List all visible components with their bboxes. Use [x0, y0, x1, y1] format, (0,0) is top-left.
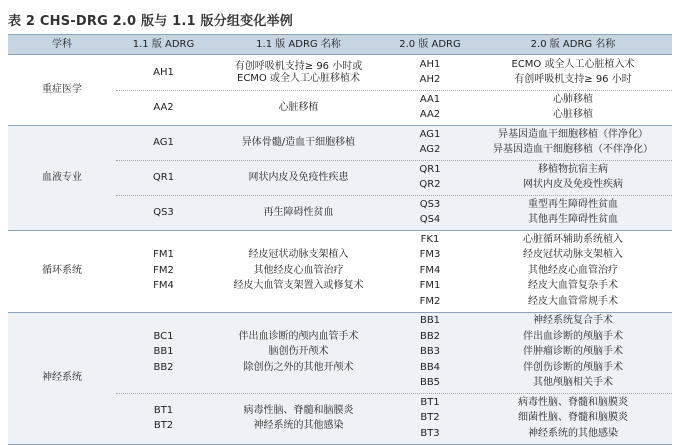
old-adrg-name: 经皮冠状动脉支架植入	[248, 249, 349, 261]
old-adrg-code: BB1	[153, 346, 174, 358]
old-adrg-code: BC1	[153, 330, 174, 342]
old-adrg-name: 心脏移植	[278, 101, 319, 113]
new-adrg-code: BT3	[420, 427, 440, 439]
new-adrg-code: QR1	[419, 163, 441, 175]
new-adrg-code: QS4	[419, 214, 441, 226]
section-label: 神经系统	[42, 371, 82, 383]
new-adrg-name: 神经系统复合手术	[533, 315, 613, 327]
new-adrg-code: QS3	[419, 198, 441, 210]
old-adrg-name: 网状内皮及免疫性疾患	[248, 171, 349, 183]
new-adrg-name: 病毒性脑、脊髓和脑膜炎	[518, 396, 628, 408]
old-adrg-name: 神经系统的其他感染	[253, 420, 344, 431]
new-adrg-code: FM4	[419, 264, 441, 276]
old-adrg-name: 伴出血诊断的颅内血管手术	[238, 330, 359, 342]
new-adrg-code: AH2	[419, 74, 441, 86]
new-adrg-code: BB3	[419, 346, 441, 358]
new-adrg-name: 有创呼吸机支持≥ 96 小时	[514, 74, 632, 86]
header-old-adrg: 1.1 版 ADRG	[132, 39, 195, 50]
new-adrg-code: FM3	[419, 249, 441, 261]
old-adrg-code: QS3	[153, 206, 174, 218]
new-adrg-name: 异基因造血干细胞移植（不伴净化）	[493, 144, 653, 156]
new-adrg-code: AA2	[419, 109, 441, 121]
section-label: 血液专业	[42, 171, 82, 183]
new-adrg-name: 细菌性脑、脊髓和脑膜炎	[518, 412, 628, 424]
new-adrg-code: FM2	[419, 295, 441, 307]
group-divider	[116, 393, 672, 394]
section-divider	[8, 125, 672, 126]
new-adrg-name: 伴肿瘤诊断的颅脑手术	[523, 346, 623, 358]
header-discipline: 学科	[52, 39, 72, 50]
old-adrg-code: AH1	[153, 66, 174, 78]
section-divider	[8, 312, 672, 313]
old-adrg-code: FM1	[153, 249, 174, 261]
new-adrg-name: 其他经皮心血管治疗	[528, 264, 618, 276]
new-adrg-code: AG2	[419, 144, 441, 156]
table-header	[8, 34, 672, 55]
old-adrg-name: 异体骨髓/造血干细胞移植	[241, 136, 356, 148]
new-adrg-name: 网状内皮及免疫性疾病	[523, 179, 623, 191]
new-adrg-name: 移植物抗宿主病	[538, 163, 608, 175]
new-adrg-name: 其他颅脑相关手术	[533, 377, 613, 389]
new-adrg-code: AG1	[419, 128, 441, 140]
section-label: 循环系统	[42, 264, 82, 276]
group-divider	[116, 160, 672, 161]
new-adrg-code: BB2	[419, 330, 441, 342]
header-new-adrg: 2.0 版 ADRG	[399, 39, 461, 50]
new-adrg-code: BT1	[420, 396, 440, 408]
new-adrg-name: 心脏移植	[553, 109, 593, 121]
new-adrg-name: 重型再生障碍性贫血	[528, 198, 618, 210]
old-adrg-name: 除创伤之外的其他开颅术	[243, 361, 354, 373]
new-adrg-code: FM1	[419, 280, 441, 292]
new-adrg-code: BT2	[420, 412, 440, 424]
old-adrg-code: FM2	[153, 264, 174, 276]
new-adrg-name: 其他再生障碍性贫血	[528, 214, 618, 226]
section-label: 重症医学	[42, 84, 82, 95]
new-adrg-name: 经皮大血管常规手术	[528, 295, 618, 307]
new-adrg-code: AA1	[419, 93, 441, 105]
new-adrg-code: BB5	[419, 377, 441, 389]
new-adrg-code: FK1	[420, 233, 440, 245]
group-divider	[116, 195, 672, 196]
section-divider	[8, 230, 672, 231]
old-adrg-code: BT2	[153, 420, 174, 431]
old-adrg-code: BB2	[153, 361, 174, 373]
old-adrg-name: 脑创伤开颅术	[268, 346, 329, 358]
new-adrg-name: 异基因造血干细胞移植（伴净化）	[498, 128, 648, 140]
old-adrg-code: FM4	[153, 280, 174, 292]
new-adrg-name: 神经系统的其他感染	[528, 427, 618, 439]
old-adrg-code: QR1	[152, 171, 175, 183]
old-adrg-name: 有创呼吸机支持≥ 96 小时或 ECMO 或全人工心脏移植术	[234, 60, 363, 84]
old-adrg-code: AA2	[153, 101, 174, 113]
new-adrg-name: 伴创伤诊断的颅脑手术	[523, 361, 623, 373]
old-adrg-name: 再生障碍性贫血	[263, 206, 334, 218]
new-adrg-code: QR2	[419, 179, 441, 191]
old-adrg-name: 经皮大血管支架置入或修复术	[233, 280, 364, 292]
header-old-adrg-name: 1.1 版 ADRG 名称	[256, 39, 341, 50]
new-adrg-code: AH1	[419, 58, 441, 70]
old-adrg-code: BT1	[153, 404, 174, 416]
new-adrg-code: BB1	[419, 315, 441, 327]
header-new-adrg-name: 2.0 版 ADRG 名称	[530, 39, 616, 50]
new-adrg-name: 心脏循环辅助系统植入	[523, 233, 623, 245]
new-adrg-name: 心肺移植	[553, 93, 593, 105]
old-adrg-name: 病毒性脑、脊髓和脑膜炎	[243, 404, 354, 416]
new-adrg-code: BB4	[419, 361, 441, 373]
table-bottom-rule	[8, 444, 672, 445]
new-adrg-name: 经皮大血管复杂手术	[528, 280, 618, 292]
group-divider	[116, 90, 672, 91]
new-adrg-name: 伴出血诊断的颅脑手术	[523, 330, 623, 342]
old-adrg-name: 其他经皮心血管治疗	[253, 264, 344, 276]
old-adrg-code: AG1	[153, 136, 174, 148]
table-caption: 表 2 CHS-DRG 2.0 版与 1.1 版分组变化举例	[8, 14, 293, 29]
new-adrg-name: 经皮冠状动脉支架植入	[523, 249, 623, 261]
new-adrg-name: ECMO 或全人工心脏植入术	[511, 58, 635, 70]
